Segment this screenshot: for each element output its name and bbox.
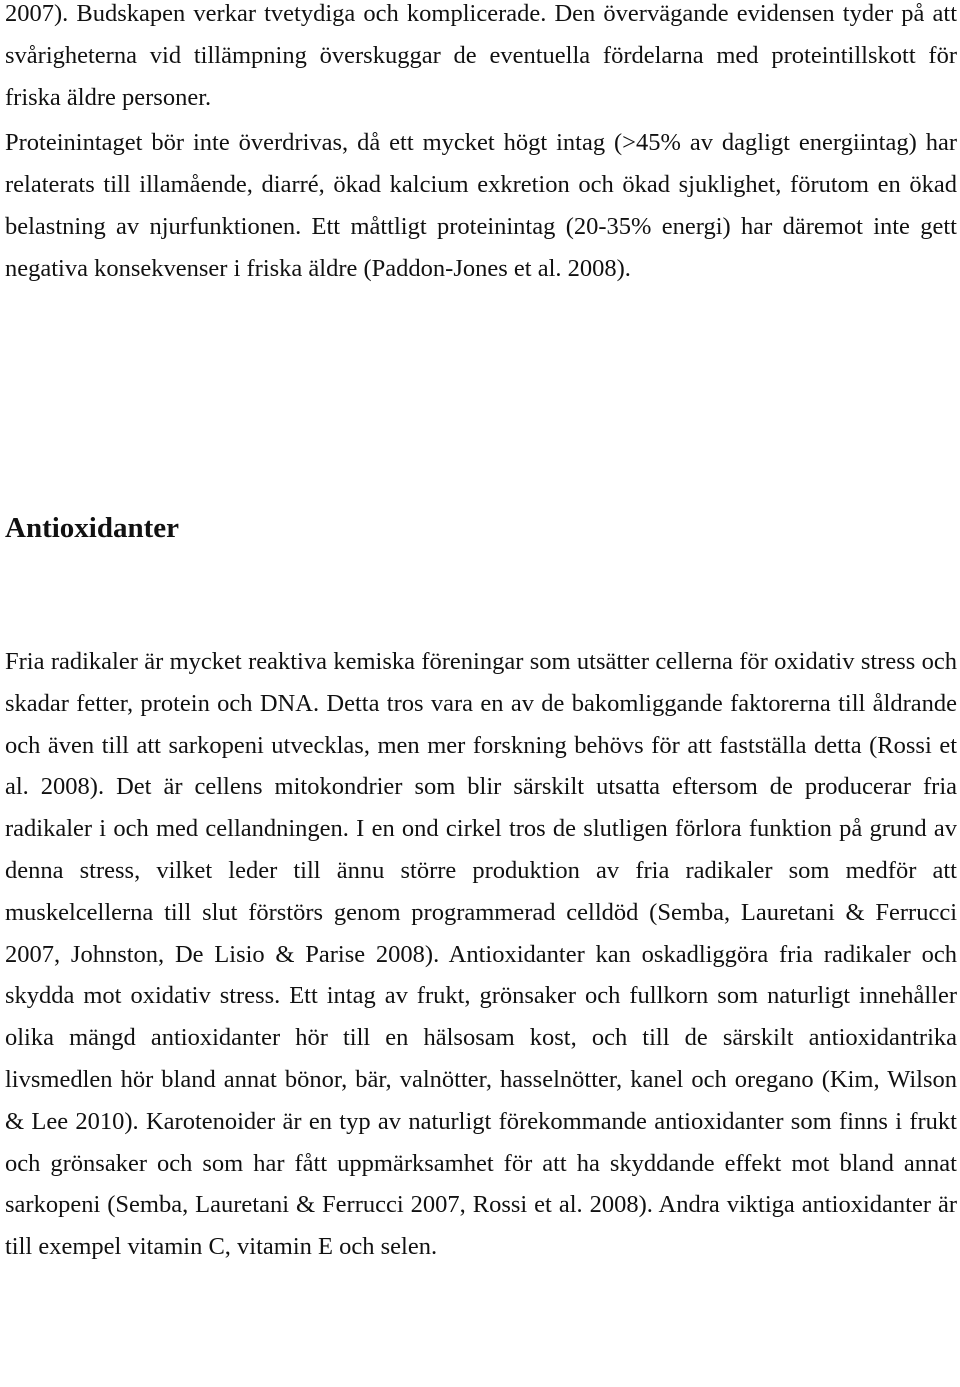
paragraph-protein-conclusion: 2007). Budskapen verkar tvetydiga och komplicerade. Den övervägande evidensen tyder på att svårigheterna vid tillämpning överskuggar de eventuella fördelarna med proteintillskott för friska äldre personer. <box>5 0 957 111</box>
document-page <box>5 0 957 1261</box>
paragraph-protein-intake: Proteinintaget bör inte överdrivas, då ett mycket högt intag (>45% av dagligt energiintag) har relaterats till illamående, diarré, ökad kalcium exkretion och ökad sjuklighet, förutom en ökad belastning av njurfunktionen. Ett måttligt proteinintag (20-35% energi) har däremot inte gett negativa konsekvenser i friska äldre (Paddon-Jones et al. 2008). <box>5 129 957 282</box>
paragraph-antioxidants: Fria radikaler är mycket reaktiva kemiska föreningar som utsätter cellerna för oxidativ stress och skadar fetter, protein och DNA. Detta tros vara en av de bakomliggande faktorerna till åldrande och även till att sarkopeni utvecklas, men mer forskning behövs för att fastställa detta (Rossi et al. 2008). Det är cellens mitokondrier som blir särskilt utsatta eftersom de producerar fria radikaler i och med cellandningen. I en ond cirkel tros de slutligen förlora funktion på grund av denna stress, vilket leder till ännu större produktion av fria radikaler som medför att muskelcellerna till slut förstörs genom programmerad celldöd (Semba, Lauretani & Ferrucci 2007, Johnston, De Lisio & Parise 2008). Antioxidanter kan oskadliggöra fria radikaler och skydda mot oxidativ stress. Ett intag av frukt, grönsaker och fullkorn som naturligt innehåller olika mängd antioxidanter hör till en hälsosam kost, och till de särskilt antioxidantrika livsmedlen hör bland annat bönor, bär, valnötter, hasselnötter, kanel och oregano (Kim, Wilson & Lee 2010). Karotenoider är en typ av naturligt förekommande antioxidanter som finns i frukt och grönsaker och som har fått uppmärksamhet för att ha skyddande effekt mot bland annat sarkopeni (Semba, Lauretani & Ferrucci 2007, Rossi et al. 2008). Andra viktiga antioxidanter är till exempel vitamin C, vitamin E och selen. <box>5 648 957 1261</box>
section-heading-antioxidanter: Antioxidanter <box>5 512 179 544</box>
